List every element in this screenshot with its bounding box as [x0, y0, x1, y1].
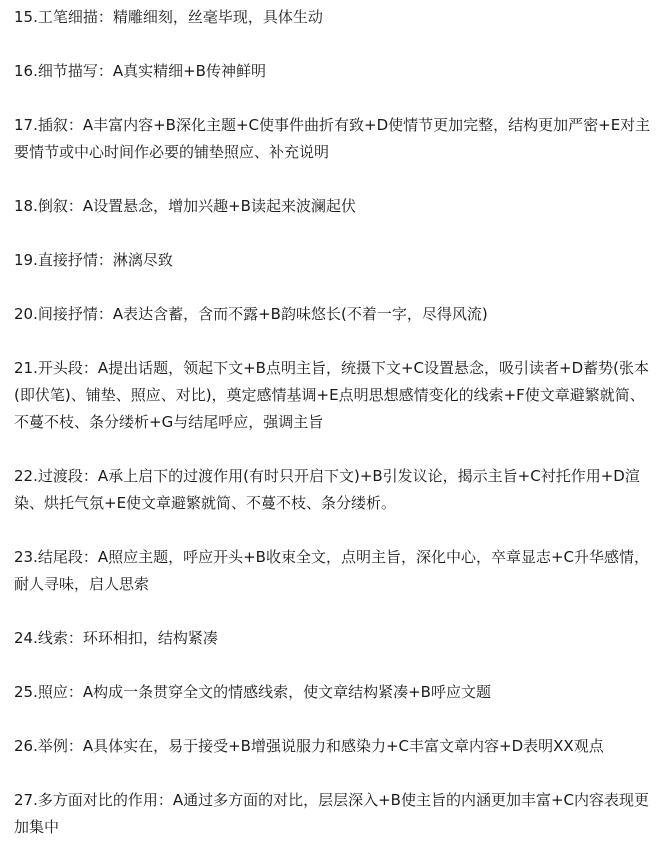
item-18: 18.倒叙：A设置悬念，增加兴趣+B读起来波澜起伏 — [14, 197, 356, 215]
item-27: 27.多方面对比的作用：A通过多方面的对比，层层深入+B使主旨的内涵更加丰富+C内容表现更加集中 — [14, 791, 650, 836]
item-17: 17.插叙：A丰富内容+B深化主题+C使事件曲折有致+D使情节更加完整，结构更加严密+E对主要情节或中心时间作必要的铺垫照应、补充说明 — [14, 116, 651, 161]
item-26: 26.举例：A具体实在，易于接受+B增强说服力和感染力+C丰富文章内容+D表明XX观点 — [14, 737, 604, 755]
item-25: 25.照应：A构成一条贯穿全文的情感线索，使文章结构紧凑+B呼应文题 — [14, 683, 491, 701]
item-23: 23.结尾段：A照应主题，呼应开头+B收束全文，点明主旨，深化中心，卒章显志+C升华感情，耐人寻味，启人思索 — [14, 548, 650, 593]
item-16: 16.细节描写：A真实精细+B传神鲜明 — [14, 62, 266, 80]
item-24: 24.线索：环环相扣，结构紧凑 — [14, 629, 218, 647]
item-15: 15.工笔细描：精雕细刻，丝毫毕现，具体生动 — [14, 8, 323, 26]
item-19: 19.直接抒情：淋漓尽致 — [14, 251, 173, 269]
item-20: 20.间接抒情：A表达含蓄，含而不露+B韵味悠长(不着一字，尽得风流) — [14, 305, 488, 323]
item-21: 21.开头段：A提出话题，领起下文+B点明主旨，统摄下文+C设置悬念，吸引读者+D蓄势(张本(即伏笔)、铺垫、照应、对比)，奠定感情基调+E点明思想感情变化的线索+F使文章避繁就简、不蔓不枝、条分缕析+G与结尾呼应，强调主旨 — [14, 359, 649, 431]
item-22: 22.过渡段：A承上启下的过渡作用(有时只开启下文)+B引发议论，揭示主旨+C衬托作用+D渲染、烘托气氛+E使文章避繁就简、不蔓不枝、条分缕析。 — [14, 467, 640, 512]
